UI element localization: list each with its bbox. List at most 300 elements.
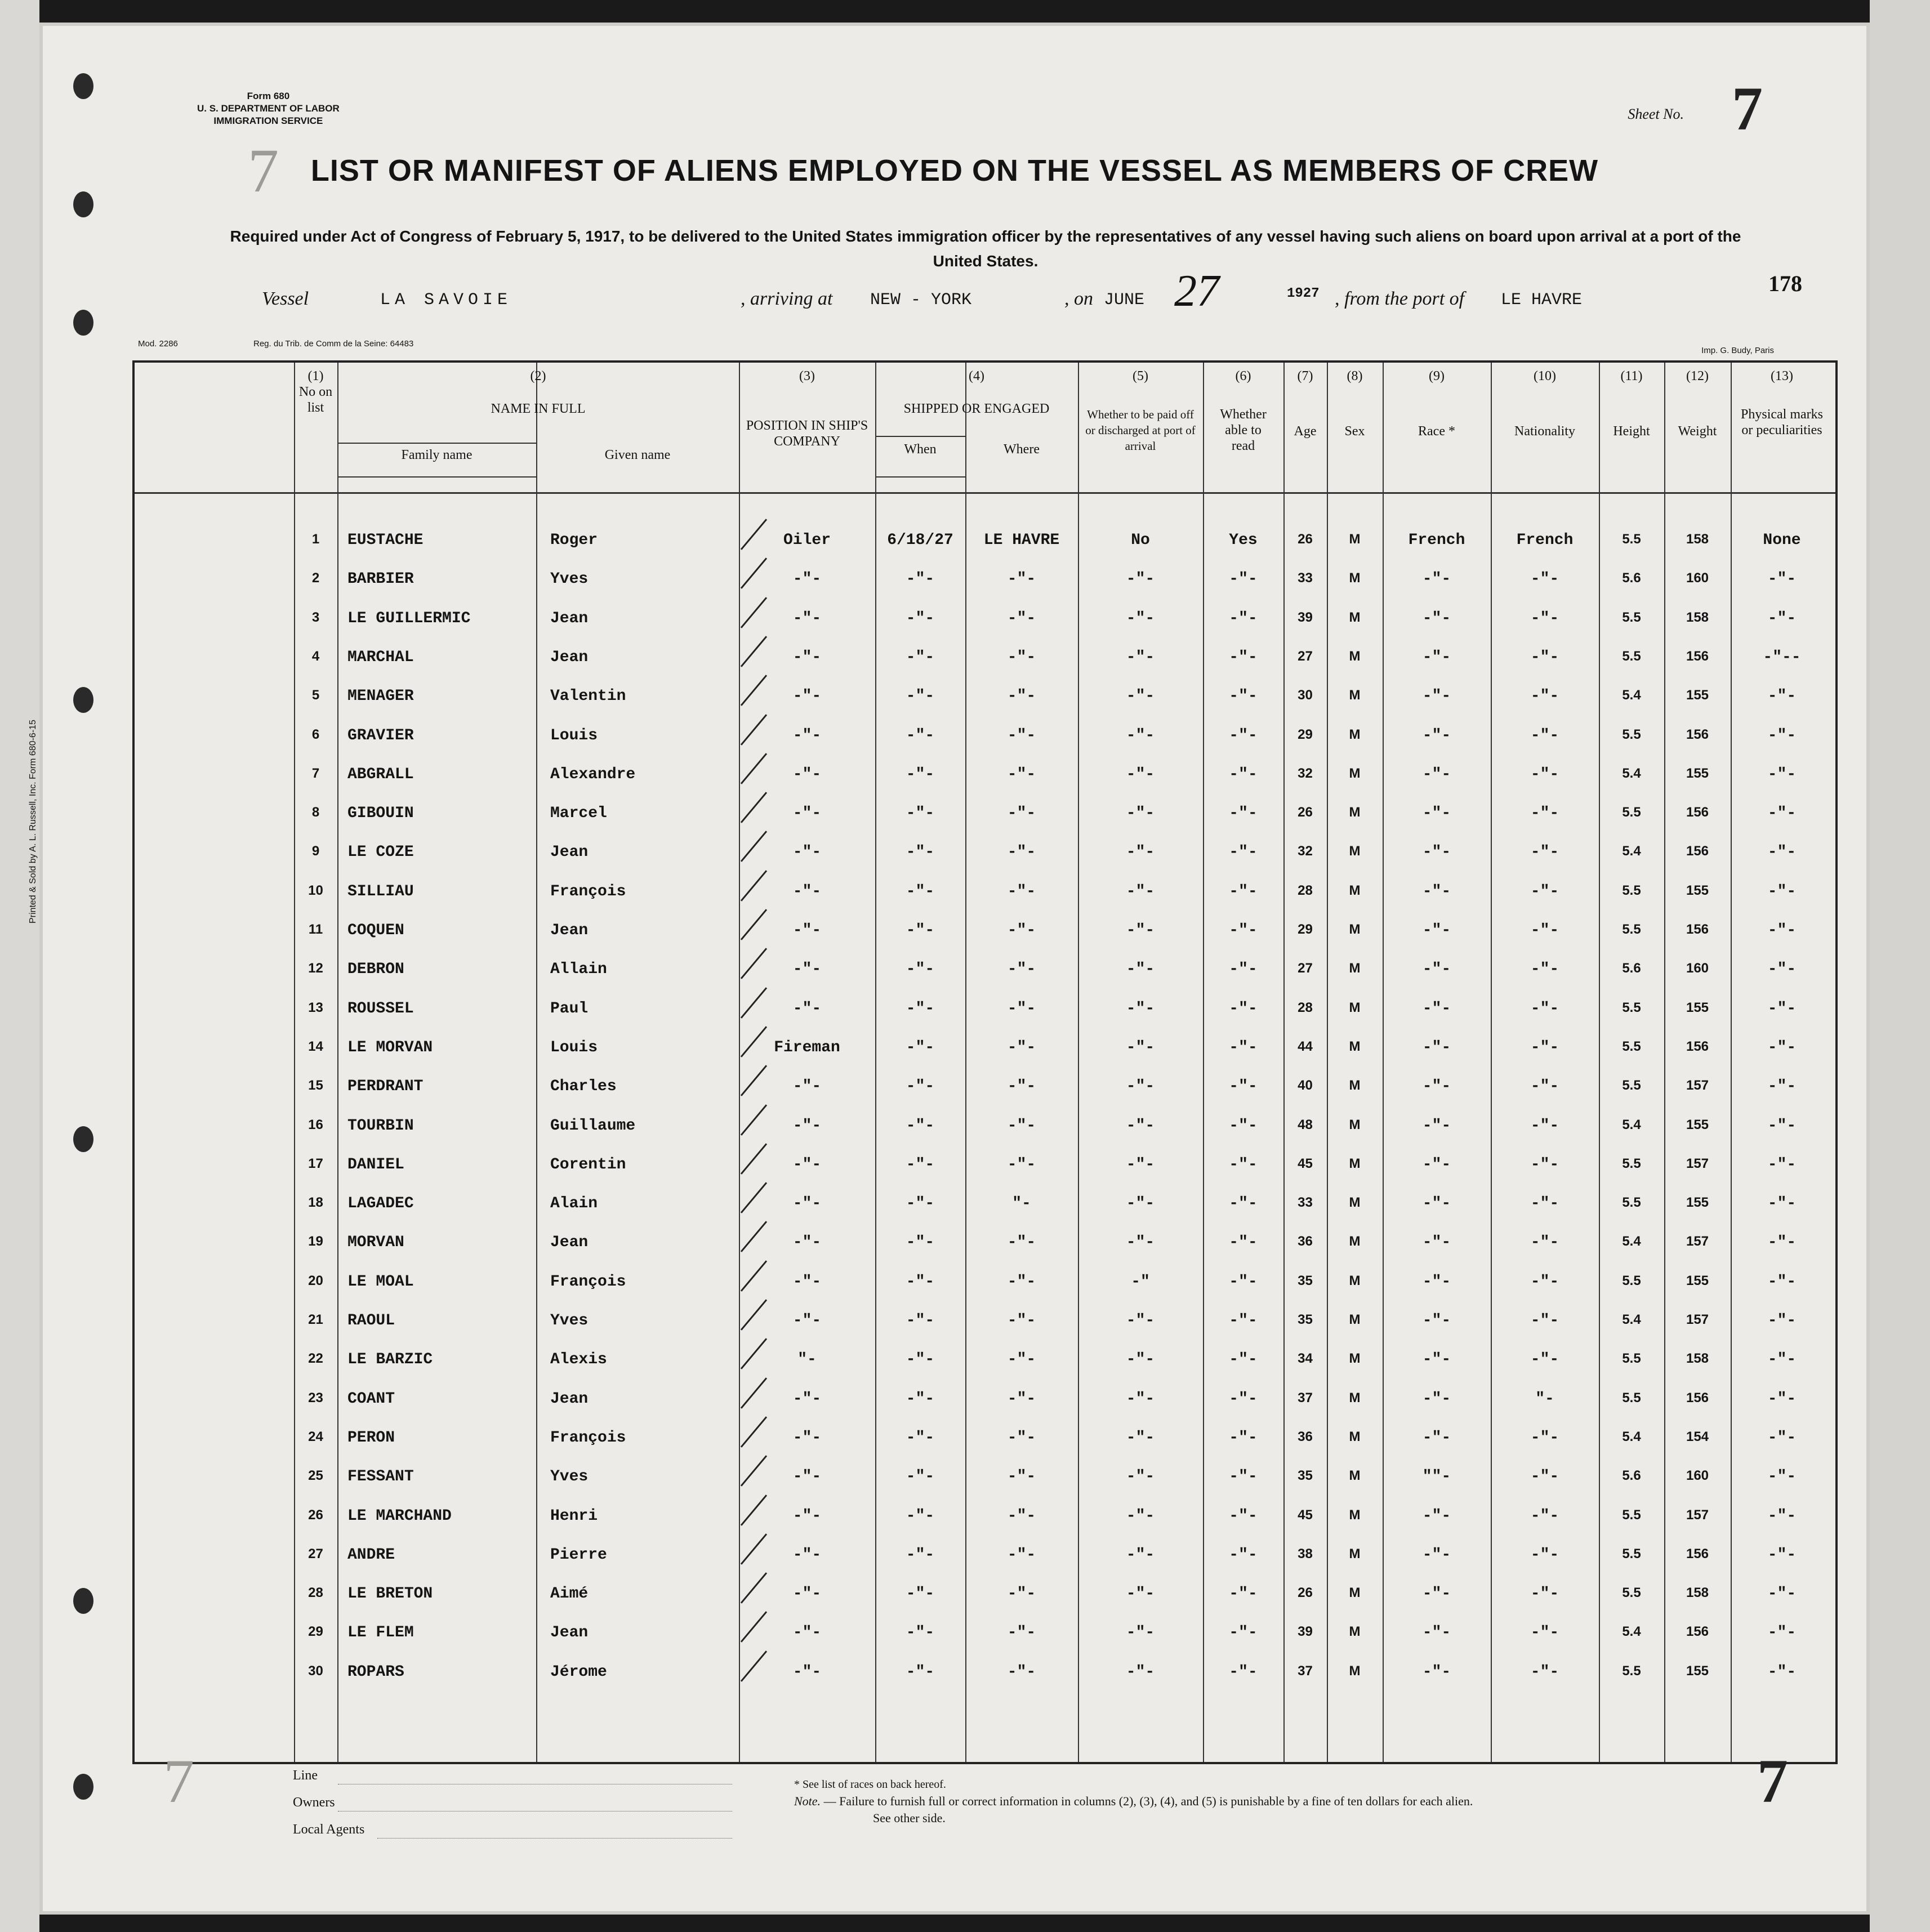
cell-nat: -"- [1530, 1117, 1559, 1135]
cell-age: 36 [1298, 1429, 1313, 1444]
cell-weight: 155 [1686, 1195, 1709, 1211]
cell-where: -"- [1007, 805, 1036, 823]
side-printer-note: Printed & Sold by A. L. Russell, Inc. Form 680-6-15 [28, 720, 38, 923]
cell-age: 29 [1298, 922, 1313, 937]
cell-sex: M [1349, 1390, 1361, 1406]
cell-where: -"- [1007, 1234, 1036, 1252]
cell-paid: -"- [1126, 1390, 1155, 1408]
cell-sex: M [1349, 765, 1361, 781]
cell-where: -"- [1007, 570, 1036, 588]
cell-weight: 155 [1686, 882, 1709, 898]
cell-family: GIBOUIN [347, 805, 414, 823]
cell-paid: -"- [1126, 1663, 1155, 1681]
cell-position: -"- [792, 1234, 822, 1252]
cell-position: -"- [792, 1429, 822, 1447]
cell-marks: -"- [1767, 1663, 1797, 1681]
cell-when: -"- [906, 1624, 935, 1642]
cell-position: -"- [792, 882, 822, 900]
cell-race: -"- [1422, 609, 1451, 627]
cell-read: -"- [1229, 1546, 1258, 1564]
manifest-sheet [28, 23, 1870, 1915]
cell-given: Guillaume [550, 1117, 636, 1135]
cell-age: 27 [1298, 961, 1313, 976]
col9-number: (9) [1429, 369, 1445, 383]
cell-where: -"- [1007, 1663, 1036, 1681]
cell-when: -"- [906, 1273, 935, 1291]
cell-sex: M [1349, 1117, 1361, 1132]
cell-nat: -"- [1530, 726, 1559, 744]
cell-race: -"- [1422, 1038, 1451, 1056]
cell-read: -"- [1229, 961, 1258, 979]
cell-when: -"- [906, 648, 935, 666]
cell-marks: -"- [1767, 1038, 1797, 1056]
cell-where: -"- [1007, 1429, 1036, 1447]
cell-when: -"- [906, 1038, 935, 1056]
cell-marks: -"- [1767, 844, 1797, 862]
table-row [135, 727, 1833, 749]
cell-no: 9 [311, 844, 320, 859]
cell-height: 5.5 [1622, 1507, 1641, 1523]
cell-read: -"- [1229, 1507, 1258, 1525]
cell-when: -"- [906, 688, 935, 706]
cell-sex: M [1349, 1663, 1361, 1679]
cell-age: 34 [1298, 1351, 1313, 1367]
cell-height: 5.5 [1622, 1195, 1641, 1211]
cell-sex: M [1349, 726, 1361, 742]
cell-where: -"- [1007, 961, 1036, 979]
cell-no: 11 [308, 922, 323, 937]
cell-age: 26 [1298, 1585, 1313, 1601]
cell-family: MARCHAL [347, 648, 414, 666]
cell-marks: -"- [1767, 1234, 1797, 1252]
cell-family: LE MOAL [347, 1273, 414, 1291]
arrival-year: 1927 [1287, 286, 1320, 301]
cell-race: -"- [1422, 1585, 1451, 1603]
cell-family: FESSANT [347, 1468, 414, 1486]
table-row [135, 1078, 1833, 1100]
cell-weight: 155 [1686, 1000, 1709, 1015]
cell-age: 48 [1298, 1117, 1313, 1132]
cell-age: 44 [1298, 1038, 1313, 1054]
cell-height: 5.5 [1622, 922, 1641, 937]
binder-hole [73, 687, 93, 713]
col13-header: Physical marks or peculiarities [1741, 407, 1823, 438]
cell-where: -"- [1007, 1351, 1036, 1369]
cell-family: EUSTACHE [347, 532, 424, 549]
cell-age: 39 [1298, 1624, 1313, 1640]
col11-header: Height [1613, 424, 1650, 439]
cell-age: 45 [1298, 1155, 1313, 1171]
cell-family: DANIEL [347, 1155, 404, 1174]
cell-where: LE HAVRE [983, 532, 1060, 549]
where-header: Where [1004, 442, 1040, 457]
cell-read: -"- [1229, 765, 1258, 783]
table-row [135, 1468, 1833, 1491]
cell-read: -"- [1229, 726, 1258, 744]
table-row [135, 1546, 1833, 1569]
cell-given: Yves [550, 1468, 589, 1486]
cell-race: -"- [1422, 1624, 1451, 1642]
cell-weight: 160 [1686, 961, 1709, 976]
cell-no: 18 [308, 1195, 323, 1211]
cell-sex: M [1349, 609, 1361, 625]
department-name: U. S. DEPARTMENT OF LABOR [197, 103, 340, 114]
cell-height: 5.5 [1622, 1390, 1641, 1406]
cell-weight: 155 [1686, 1273, 1709, 1288]
cell-given: Jean [550, 1624, 589, 1642]
cell-race: -"- [1422, 765, 1451, 783]
cell-position: -"- [792, 922, 822, 939]
cell-when: -"- [906, 961, 935, 979]
cell-age: 32 [1298, 765, 1313, 781]
cell-sex: M [1349, 1507, 1361, 1523]
stamp-number: 178 [1768, 271, 1802, 296]
cell-when: -"- [906, 922, 935, 939]
cell-where: -"- [1007, 1468, 1036, 1486]
col6-header: Whether able to read [1220, 407, 1267, 453]
cell-marks: -"-- [1763, 648, 1801, 666]
arrival-month: JUNE [1104, 291, 1145, 310]
cell-when: -"- [906, 1390, 935, 1408]
cell-given: Louis [550, 726, 598, 744]
col3-header: POSITION IN SHIP'S COMPANY [746, 418, 868, 449]
binder-hole [73, 1774, 93, 1800]
cell-when: -"- [906, 805, 935, 823]
cell-given: Jean [550, 844, 589, 862]
cell-position: -"- [792, 1585, 822, 1603]
cell-height: 5.5 [1622, 532, 1641, 547]
see-other-side: See other side. [873, 1811, 946, 1825]
cell-height: 5.5 [1622, 1663, 1641, 1679]
cell-when: -"- [906, 1585, 935, 1603]
cell-read: -"- [1229, 1585, 1258, 1603]
cell-no: 14 [308, 1038, 323, 1054]
cell-where: -"- [1007, 1078, 1036, 1096]
cell-height: 5.5 [1622, 1078, 1641, 1094]
cell-read: -"- [1229, 1038, 1258, 1056]
cell-nat: -"- [1530, 1038, 1559, 1056]
col1-header: No on list [298, 385, 333, 415]
cell-paid: -"- [1126, 1038, 1155, 1056]
cell-no: 23 [308, 1390, 323, 1406]
cell-when: -"- [906, 1234, 935, 1252]
cell-no: 3 [311, 609, 320, 625]
cell-given: Jean [550, 1390, 589, 1408]
cell-weight: 156 [1686, 844, 1709, 859]
cell-age: 45 [1298, 1507, 1313, 1523]
cell-where: -"- [1007, 882, 1036, 900]
cell-family: COANT [347, 1390, 395, 1408]
cell-no: 6 [311, 726, 320, 742]
cell-given: Jérome [550, 1663, 607, 1681]
cell-family: ABGRALL [347, 765, 414, 783]
cell-weight: 156 [1686, 648, 1709, 664]
cell-race: -"- [1422, 1155, 1451, 1174]
cell-age: 39 [1298, 609, 1313, 625]
cell-paid: -"- [1126, 726, 1155, 744]
table-row [135, 1039, 1833, 1061]
cell-race: -"- [1422, 961, 1451, 979]
cell-position: -"- [792, 609, 822, 627]
cell-family: RAOUL [347, 1312, 395, 1329]
cell-read: -"- [1229, 1155, 1258, 1174]
cell-race: -"- [1422, 1546, 1451, 1564]
cell-age: 30 [1298, 688, 1313, 703]
cell-no: 1 [311, 532, 320, 547]
cell-position: -"- [792, 1000, 822, 1018]
cell-when: -"- [906, 765, 935, 783]
cell-read: -"- [1229, 1468, 1258, 1486]
cell-height: 5.6 [1622, 961, 1641, 976]
vessel-label: Vessel [262, 288, 309, 309]
cell-nat: -"- [1530, 922, 1559, 939]
cell-weight: 158 [1686, 609, 1709, 625]
cell-paid: -"- [1126, 1117, 1155, 1135]
cell-sex: M [1349, 1000, 1361, 1015]
cell-race: -"- [1422, 1507, 1451, 1525]
cell-weight: 157 [1686, 1234, 1709, 1250]
cell-age: 33 [1298, 1195, 1313, 1211]
cell-weight: 158 [1686, 1351, 1709, 1367]
cell-height: 5.5 [1622, 805, 1641, 820]
cell-no: 13 [308, 1000, 323, 1015]
cell-height: 5.6 [1622, 1468, 1641, 1484]
cell-weight: 156 [1686, 1390, 1709, 1406]
cell-weight: 156 [1686, 1624, 1709, 1640]
cell-nat: -"- [1530, 1351, 1559, 1369]
cell-where: -"- [1007, 844, 1036, 862]
cell-age: 35 [1298, 1273, 1313, 1288]
cell-nat: -"- [1530, 1078, 1559, 1096]
cell-where: -"- [1007, 1038, 1036, 1056]
cell-weight: 157 [1686, 1507, 1709, 1523]
cell-sex: M [1349, 1351, 1361, 1367]
cell-marks: -"- [1767, 1546, 1797, 1564]
cell-age: 35 [1298, 1312, 1313, 1327]
table-row [135, 688, 1833, 710]
cell-given: Aimé [550, 1585, 589, 1603]
left-page-edge [0, 0, 39, 1932]
cell-paid: -"- [1126, 1351, 1155, 1369]
cell-no: 21 [308, 1312, 323, 1327]
cell-family: LE MORVAN [347, 1038, 433, 1056]
col7-header: Age [1294, 424, 1317, 439]
col10-header: Nationality [1514, 424, 1575, 439]
col2-number: (2) [530, 369, 546, 383]
cell-no: 16 [308, 1117, 323, 1132]
cell-paid: -"- [1126, 1000, 1155, 1018]
cell-nat: -"- [1530, 961, 1559, 979]
cell-given: Louis [550, 1038, 598, 1056]
cell-race: -"- [1422, 1078, 1451, 1096]
cell-no: 8 [311, 805, 320, 820]
cell-given: Charles [550, 1078, 617, 1096]
cell-marks: -"- [1767, 1624, 1797, 1642]
cell-marks: -"- [1767, 922, 1797, 939]
cell-family: ROPARS [347, 1663, 404, 1681]
cell-height: 5.5 [1622, 1351, 1641, 1367]
col7-number: (7) [1297, 369, 1313, 383]
cell-family: LE COZE [347, 844, 414, 862]
cell-position: -"- [792, 844, 822, 862]
cell-sex: M [1349, 882, 1361, 898]
cell-given: Jean [550, 648, 589, 666]
cell-when: -"- [906, 1468, 935, 1486]
cell-when: 6/18/27 [887, 532, 953, 549]
cell-no: 26 [308, 1507, 323, 1523]
cell-race: -"- [1422, 648, 1451, 666]
when-header: When [904, 442, 937, 457]
cell-height: 5.5 [1622, 1155, 1641, 1171]
cell-sex: M [1349, 532, 1361, 547]
cell-position: -"- [792, 688, 822, 706]
cell-weight: 158 [1686, 532, 1709, 547]
cell-marks: -"- [1767, 1585, 1797, 1603]
cell-when: -"- [906, 1117, 935, 1135]
cell-nat: -"- [1530, 688, 1559, 706]
cell-read: -"- [1229, 1078, 1258, 1096]
cell-given: Henri [550, 1507, 598, 1525]
cell-where: -"- [1007, 765, 1036, 783]
given-name-header: Given name [604, 448, 671, 462]
cell-where: -"- [1007, 1155, 1036, 1174]
cell-no: 5 [311, 688, 320, 703]
cell-where: -"- [1007, 1390, 1036, 1408]
cell-paid: -"- [1126, 609, 1155, 627]
cell-paid: -"- [1126, 570, 1155, 588]
cell-family: MORVAN [347, 1234, 404, 1252]
cell-height: 5.4 [1622, 1429, 1641, 1444]
cell-position: -"- [792, 765, 822, 783]
cell-family: SILLIAU [347, 882, 414, 900]
cell-paid: -"- [1126, 1468, 1155, 1486]
cell-position: -"- [792, 1195, 822, 1213]
cell-read: -"- [1229, 648, 1258, 666]
cell-nat: -"- [1530, 1663, 1559, 1681]
cell-position: -"- [792, 1546, 822, 1564]
cell-no: 30 [308, 1663, 323, 1679]
model-number: Mod. 2286 [138, 339, 178, 349]
cell-weight: 156 [1686, 1546, 1709, 1561]
cell-race: -"- [1422, 570, 1451, 588]
cell-weight: 155 [1686, 765, 1709, 781]
arrival-port: NEW - YORK [870, 291, 972, 310]
cell-given: Pierre [550, 1546, 607, 1564]
cell-read: -"- [1229, 922, 1258, 939]
cell-paid: -"- [1126, 1546, 1155, 1564]
cell-position: -"- [792, 570, 822, 588]
cell-race: -"- [1422, 1195, 1451, 1213]
cell-no: 29 [308, 1624, 323, 1640]
cell-where: -"- [1007, 1546, 1036, 1564]
cell-family: BARBIER [347, 570, 414, 588]
cell-when: -"- [906, 726, 935, 744]
cell-when: -"- [906, 1546, 935, 1564]
cell-paid: -"- [1126, 961, 1155, 979]
cell-position: -"- [792, 1624, 822, 1642]
cell-race: -"- [1422, 726, 1451, 744]
col12-header: Weight [1678, 424, 1717, 439]
cell-where: -"- [1007, 1507, 1036, 1525]
cell-family: LE BRETON [347, 1585, 433, 1603]
cell-no: 20 [308, 1273, 323, 1288]
cell-paid: -"- [1126, 1507, 1155, 1525]
cell-height: 5.5 [1622, 609, 1641, 625]
cell-position: -"- [792, 648, 822, 666]
page-subtitle: Required under Act of Congress of February 5, 1917, to be delivered to the United States immigration officer by the representatives of any vessel having such aliens on board upon arrival at a port of the United States. [230, 227, 1741, 270]
cell-nat: -"- [1530, 570, 1559, 588]
cell-nat: -"- [1530, 765, 1559, 783]
cell-read: -"- [1229, 882, 1258, 900]
table-row [135, 1117, 1833, 1140]
cell-given: Allain [550, 961, 607, 979]
cell-nat: -"- [1530, 882, 1559, 900]
cell-race: -"- [1422, 1429, 1451, 1447]
cell-given: Jean [550, 609, 589, 627]
cell-weight: 160 [1686, 1468, 1709, 1484]
cell-age: 27 [1298, 648, 1313, 664]
cell-sex: M [1349, 1546, 1361, 1561]
cell-read: -"- [1229, 609, 1258, 627]
cell-when: -"- [906, 844, 935, 862]
cell-no: 27 [308, 1546, 323, 1561]
cell-marks: -"- [1767, 1468, 1797, 1486]
cell-age: 26 [1298, 805, 1313, 820]
cell-position: -"- [792, 1155, 822, 1174]
cell-position: Oiler [783, 532, 831, 549]
cell-when: -"- [906, 1351, 935, 1369]
cell-no: 7 [311, 765, 320, 781]
cell-position: -"- [792, 1273, 822, 1291]
table-row [135, 649, 1833, 671]
cell-family: PERON [347, 1429, 395, 1447]
cell-paid: -"- [1126, 1078, 1155, 1096]
cell-read: -"- [1229, 1390, 1258, 1408]
cell-height: 5.5 [1622, 882, 1641, 898]
cell-no: 17 [308, 1155, 323, 1171]
col8-number: (8) [1347, 369, 1363, 383]
corner-number-bottom-left: 7 [163, 1747, 194, 1815]
col3-number: (3) [799, 369, 815, 383]
cell-family: ANDRE [347, 1546, 395, 1564]
line-label: Line [293, 1768, 318, 1783]
cell-sex: M [1349, 1429, 1361, 1444]
departure-port: LE HAVRE [1501, 291, 1583, 310]
cell-height: 5.5 [1622, 648, 1641, 664]
cell-marks: -"- [1767, 1390, 1797, 1408]
table-row [135, 1390, 1833, 1413]
cell-marks: -"- [1767, 1195, 1797, 1213]
cell-position: -"- [792, 1312, 822, 1329]
col1-number: (1) [307, 369, 324, 383]
cell-given: François [550, 1429, 626, 1447]
binder-hole [73, 1126, 93, 1152]
cell-race: ""- [1422, 1468, 1451, 1486]
table-row [135, 922, 1833, 944]
cell-weight: 156 [1686, 805, 1709, 820]
col2-header: NAME IN FULL [491, 401, 586, 416]
cell-age: 37 [1298, 1663, 1313, 1679]
cell-age: 28 [1298, 882, 1313, 898]
arriving-label: , arriving at [741, 288, 833, 309]
cell-paid: -"- [1126, 688, 1155, 706]
cell-read: -"- [1229, 1234, 1258, 1252]
cell-paid: -"- [1126, 1429, 1155, 1447]
cell-where: -"- [1007, 1000, 1036, 1018]
cell-given: Alain [550, 1195, 598, 1213]
cell-nat: -"- [1530, 1507, 1559, 1525]
cell-race: -"- [1422, 1273, 1451, 1291]
